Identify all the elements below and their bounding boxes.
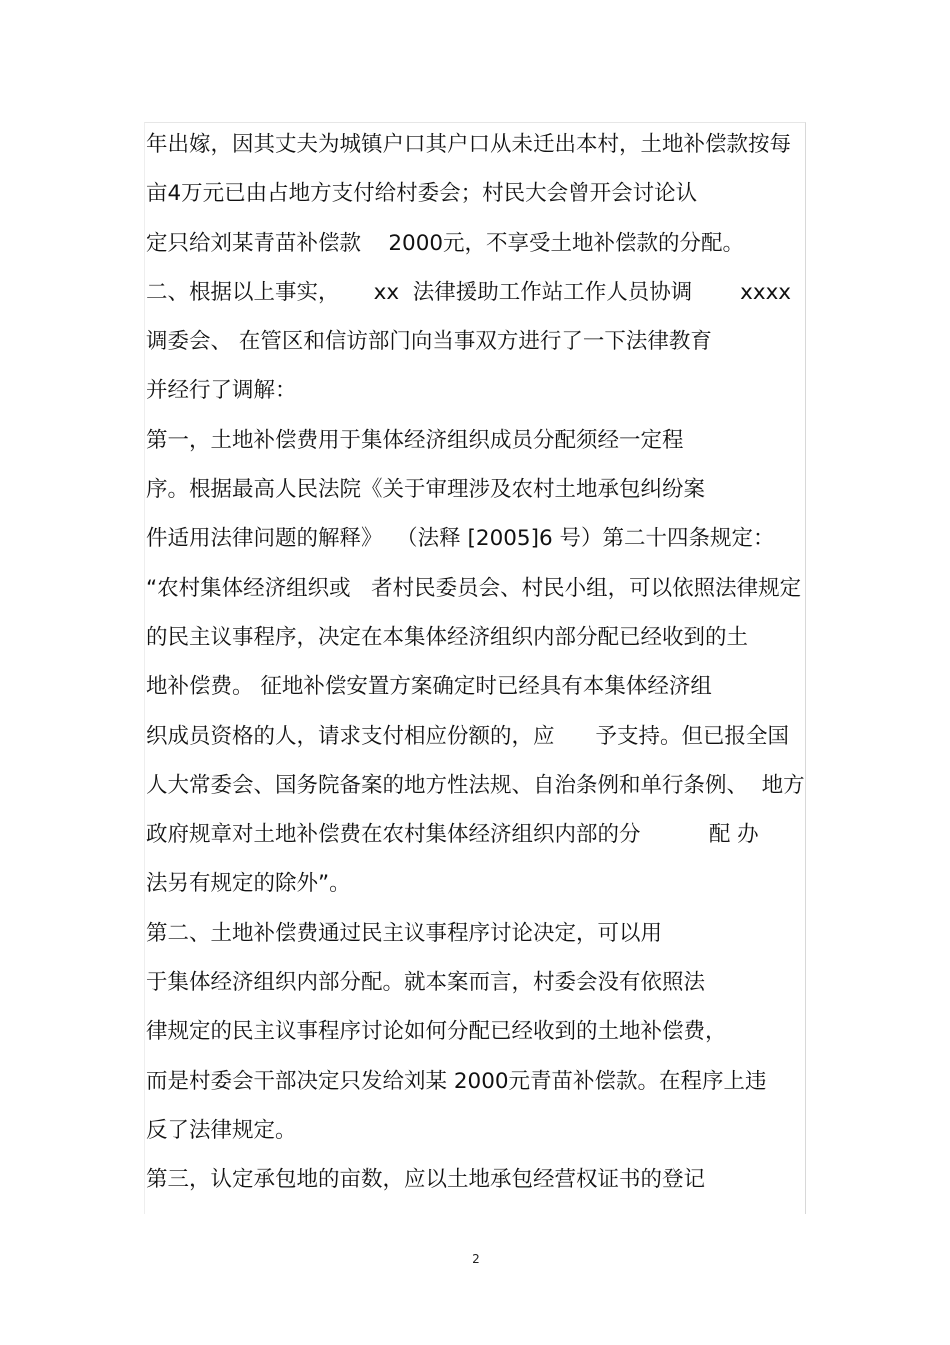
text-line: 序。根据最高人民法院《关于审理涉及农村土地承包纠纷案 xyxy=(146,477,706,503)
text-line: “农村集体经济组织或 者村民委员会、村民小组，可以依照法律规定 xyxy=(146,575,802,601)
text-line: 反了法律规定。 xyxy=(146,1117,297,1143)
text-line: 二、根据以上事实， xx 法律援助工作站工作人员协调 xxxx xyxy=(146,279,792,305)
text-line: 亩4万元已由占地方支付给村委会；村民大会曾开会讨论认 xyxy=(146,181,698,207)
text-line: 并经行了调解： xyxy=(146,378,297,404)
text-line: 人大常委会、国务院备案的地方性法规、自治条例和单行条例、 地方 xyxy=(146,772,805,798)
text-line: 定只给刘某青苗补偿款 2000元，不享受土地补偿款的分配。 xyxy=(146,230,745,256)
document-body xyxy=(146,125,810,1210)
text-line: 法另有规定的除外”。 xyxy=(146,871,351,897)
text-line: 而是村委会干部决定只发给刘某 2000元青苗补偿款。在程序上违 xyxy=(146,1068,767,1094)
page-number: 2 xyxy=(472,1252,480,1266)
text-line: 政府规章对土地补偿费在农村集体经济组织内部的分 配 办 xyxy=(146,822,759,848)
text-line: 第三，认定承包地的亩数，应以土地承包经营权证书的登记 xyxy=(146,1167,706,1193)
text-line: 地补偿费。 征地补偿安置方案确定时已经具有本集体经济组 xyxy=(146,674,712,700)
text-line: 的民主议事程序，决定在本集体经济组织内部分配已经收到的土 xyxy=(146,624,749,650)
text-line: 律规定的民主议事程序讨论如何分配已经收到的土地补偿费， xyxy=(146,1019,727,1045)
text-line: 年出嫁，因其丈夫为城镇户口其户口从未迁出本村，土地补偿款按每 xyxy=(146,132,792,157)
text-line: 第二、土地补偿费通过民主议事程序讨论决定，可以用 xyxy=(146,920,663,946)
text-line: 织成员资格的人，请求支付相应份额的，应 予支持。但已报全国 xyxy=(146,723,790,749)
text-line: 调委会、 在管区和信访部门向当事双方进行了一下法律教育 xyxy=(146,329,712,355)
text-line: 件适用法律问题的解释》 （法释 [2005]6 号）第二十四条规定： xyxy=(146,526,775,552)
text-line: 第一，土地补偿费用于集体经济组织成员分配须经一定程 xyxy=(146,427,684,453)
text-line: 于集体经济组织内部分配。就本案而言，村委会没有依照法 xyxy=(146,970,706,996)
